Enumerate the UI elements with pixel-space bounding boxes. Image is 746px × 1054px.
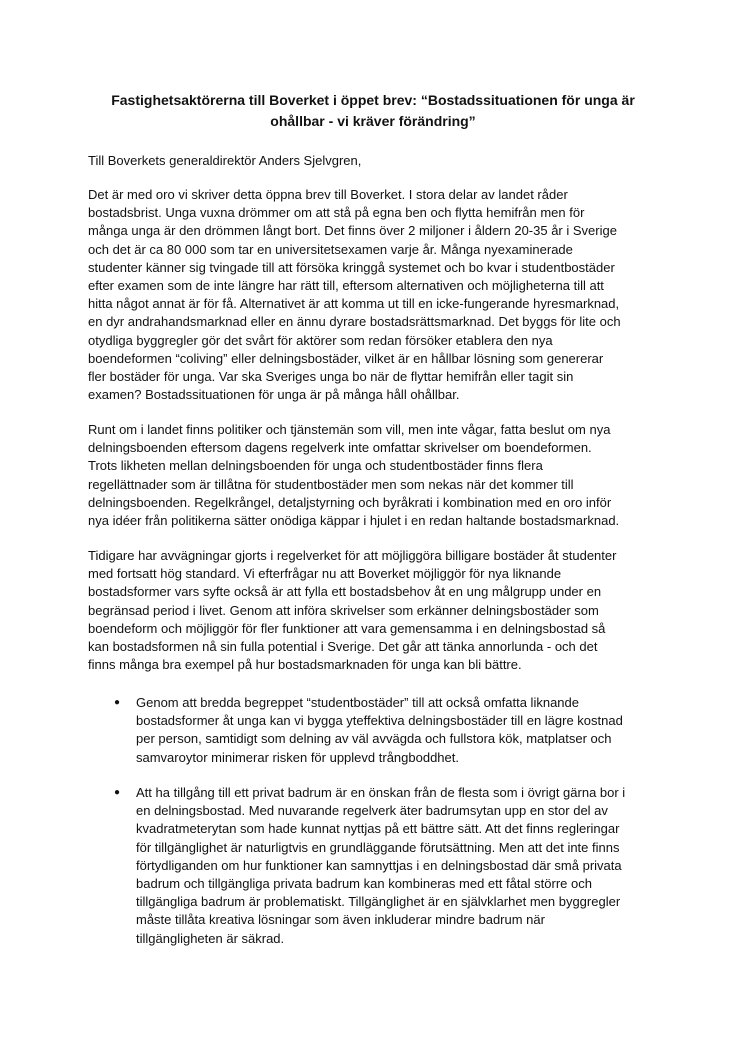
text-line: regellättnader som är tillåtna för studentbostäder men som nekas när det kommer till [88,476,574,492]
text-line: Att ha tillgång till ett privat badrum är en önskan från de flesta som i övrigt gärna bor i [136,785,626,800]
bullet-icon: ● [114,697,121,708]
text-line: måste tillåta kreativa lösningar som även inkluderar mindre badrum när [136,912,545,928]
text-line: boendeformen “coliving” eller delningsbostäder, vilket är en hållbar lösning som genererar [88,350,604,366]
text-line: badrum och tillgängliga privata badrum kan kombineras med ett fåtal större och [136,876,592,892]
text-line: boendeform och möjliggör för fler funktioner att vara gemensamma i en delningsbostad så [88,620,606,636]
text-line: för tillgänglighet är naturligtvis en grundläggande förutsättning. Men att det inte finns [136,839,620,855]
text-line: examen? Bostadssituationen för unga är på många håll ohållbar. [88,387,460,403]
text-line: kvadratmeterytan som hade kunnat nyttjas på ett bättre sätt. Att det finns regleringar [136,821,620,837]
greeting: Till Boverkets generaldirektör Anders Sjelvgren, [88,153,362,168]
bullet-icon: ● [114,787,121,798]
document-title [80,90,666,132]
bullet-item-2 [88,784,668,948]
paragraph-2 [88,421,668,530]
text-line: tillgängliga badrum är problematiskt. Tillgänglighet är en självklarhet men byggregler [136,894,621,910]
text-line: många unga är den drömmen långt bort. Det finns över 2 miljoner i åldern 20-35 år i Sverige [88,223,617,239]
bullet-list [88,784,668,948]
paragraph-3 [88,547,668,674]
text-line: tillgängligheten är säkrad. [136,930,285,946]
text-line: Det är med oro vi skriver detta öppna brev till Boverket. I stora delar av landet råder [88,187,568,202]
text-line: nya idéer från politikerna sätter onödiga käppar i hjulet i en redan haltande bostadsmarknad. [88,513,620,529]
title-line: ohållbar - vi kräver förändring” [270,113,476,129]
text-line: kan bostadsformen nå sin fulla potential i Sverige. Det går att tänka annorlunda - och det [88,639,598,655]
text-line: Tidigare har avvägningar gjorts i regelverket för att möjliggöra billigare bostäder åt studenter [88,548,617,563]
text-line: bostadsformer åt unga kan vi bygga yteffektiva delningsbostäder till en lägre kostnad [136,713,623,729]
text-line: Genom att bredda begreppet “studentbostäder” till att också omfatta liknande [136,695,579,710]
text-line: Runt om i landet finns politiker och tjänstemän som vill, men inte vågar, fatta beslut om nya [88,422,611,437]
text-line: samvaroytor minimerar risken för upplevd trångboddhet. [136,749,459,765]
text-line: otydliga byggregler gör det svårt för aktörer som redan försöker etablera den nya [88,332,553,348]
text-line: bostadsbrist. Unga vuxna drömmer om att stå på egna ben och flytta hemifrån men för [88,205,585,221]
paragraph-1 [88,186,668,404]
text-line: per person, samtidigt som delning av väl avvägda och fullstora kök, matplatser och [136,731,612,747]
text-line: delningsboenden. Regelkrångel, detaljstyrning och byråkrati i kombination med en oro inför [88,494,612,510]
text-line: efter examen som de inte längre har rätt till, eftersom alternativen och möjligheterna till att [88,278,604,294]
text-line: bostadsformer vars syfte också är att fylla ett bostadsbehov åt en ung målgrupp under en [88,584,602,600]
text-line: delningsboenden eftersom dagens regelverk inte omfattar skrivelser om boendeformen. [88,440,592,456]
text-line: en dyr andrahandsmarknad eller en ännu dyrare bostadsrättsmarknad. Det byggs för lite och [88,314,621,330]
text-line: finns många bra exempel på hur bostadsmarknaden för unga kan bli bättre. [88,657,522,673]
text-line: med fortsatt hög standard. Vi efterfrågar nu att Boverket möjliggör för nya liknande [88,566,562,582]
text-line: studenter känner sig tvingade till att försöka kringgå systemet och bo kvar i studentbostäder [88,259,615,275]
bullet-item-1 [88,694,668,767]
text-line: Trots likheten mellan delningsboenden för unga och studentbostäder finns flera [88,458,543,474]
text-line: en delningsbostad. Med nuvarande regelverk äter badrumsytan upp en stor del av [136,803,608,819]
title-line: Fastighetsaktörerna till Boverket i öppet brev: “Bostadssituationen för unga är [111,92,635,108]
text-line: begränsad period i livet. Genom att införa skrivelser som erkänner delningsbostäder som [88,602,599,618]
text-line: fler bostäder för unga. Var ska Sveriges unga bo när de flyttar hemifrån eller tagit sin [88,369,574,385]
text-line: och det är ca 80 000 som tar en universitetsexamen varje år. Många nyexaminerade [88,241,573,257]
text-line: hitta något annat är för få. Alternativet är att komma ut till en icke-fungerande hyresmarknad, [88,296,620,312]
bullet-list [88,694,668,767]
text-line: förtydliganden om hur funktioner kan samnyttjas i en delningsbostad där små privata [136,857,622,873]
